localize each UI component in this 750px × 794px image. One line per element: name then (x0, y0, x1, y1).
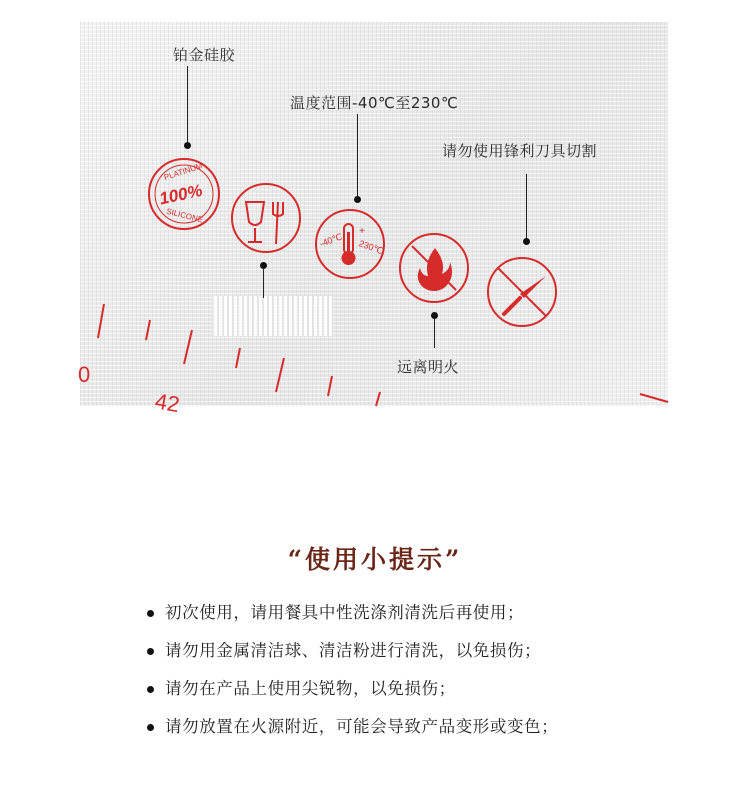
list-item (147, 602, 558, 640)
icon-layer (78, 22, 668, 418)
callout-no-knife: 请勿使用锋利刀具切割 (442, 142, 598, 160)
no-fire-icon (400, 234, 468, 302)
ruler-label-0: 0 (78, 362, 91, 387)
callout-dot-knife (523, 238, 530, 245)
tip-text: 请勿放置在火源附近，可能会导致产品变形或变色； (165, 717, 559, 736)
food-safe-icon (232, 184, 300, 252)
platinum-top-text: PLATINUM (162, 161, 204, 183)
tips-title: “使用小提示” (287, 545, 463, 574)
platinum-bottom-text: SILICONE (165, 206, 204, 225)
callout-dot-platinum (184, 142, 191, 149)
list-item (147, 640, 558, 678)
callout-no-fire: 远离明火 (397, 358, 460, 376)
bullet-icon (147, 686, 154, 693)
temp-high-text: 230℃ (357, 238, 385, 257)
bullet-icon (147, 610, 154, 617)
callout-line-fire (434, 318, 435, 348)
bullet-icon (147, 648, 154, 655)
platinum-silicone-icon (149, 159, 219, 229)
platinum-percent-text: 100% (157, 180, 205, 209)
tip-text: 请勿用金属清洁球、清洁粉进行清洗，以免损伤； (165, 641, 542, 660)
no-knife-icon (488, 258, 556, 326)
callout-line-temperature (357, 114, 358, 198)
ruler-label-42: 42 (153, 388, 182, 418)
bullet-icon (147, 724, 154, 731)
texture-strip (214, 296, 332, 336)
callout-platinum: 铂金硅胶 (173, 46, 236, 64)
callout-dot-temperature (354, 196, 361, 203)
list-item (147, 716, 558, 754)
callout-temperature: 温度范围-40℃至230℃ (290, 94, 459, 112)
callout-line-platinum (187, 66, 188, 144)
callout-line-foodsafe (263, 268, 264, 298)
tips-list (147, 602, 558, 754)
tip-text: 初次使用，请用餐具中性洗涤剂清洗后再使用； (165, 603, 525, 622)
tip-text: 请勿在产品上使用尖锐物，以免损伤； (165, 679, 456, 698)
temp-plus-text: + (359, 226, 365, 237)
product-photo (78, 22, 668, 418)
ruler-ticks (98, 304, 668, 406)
temp-low-text: -40℃ (318, 231, 344, 249)
thermometer-icon (316, 210, 385, 278)
list-item (147, 678, 558, 716)
callout-line-knife (526, 174, 527, 240)
